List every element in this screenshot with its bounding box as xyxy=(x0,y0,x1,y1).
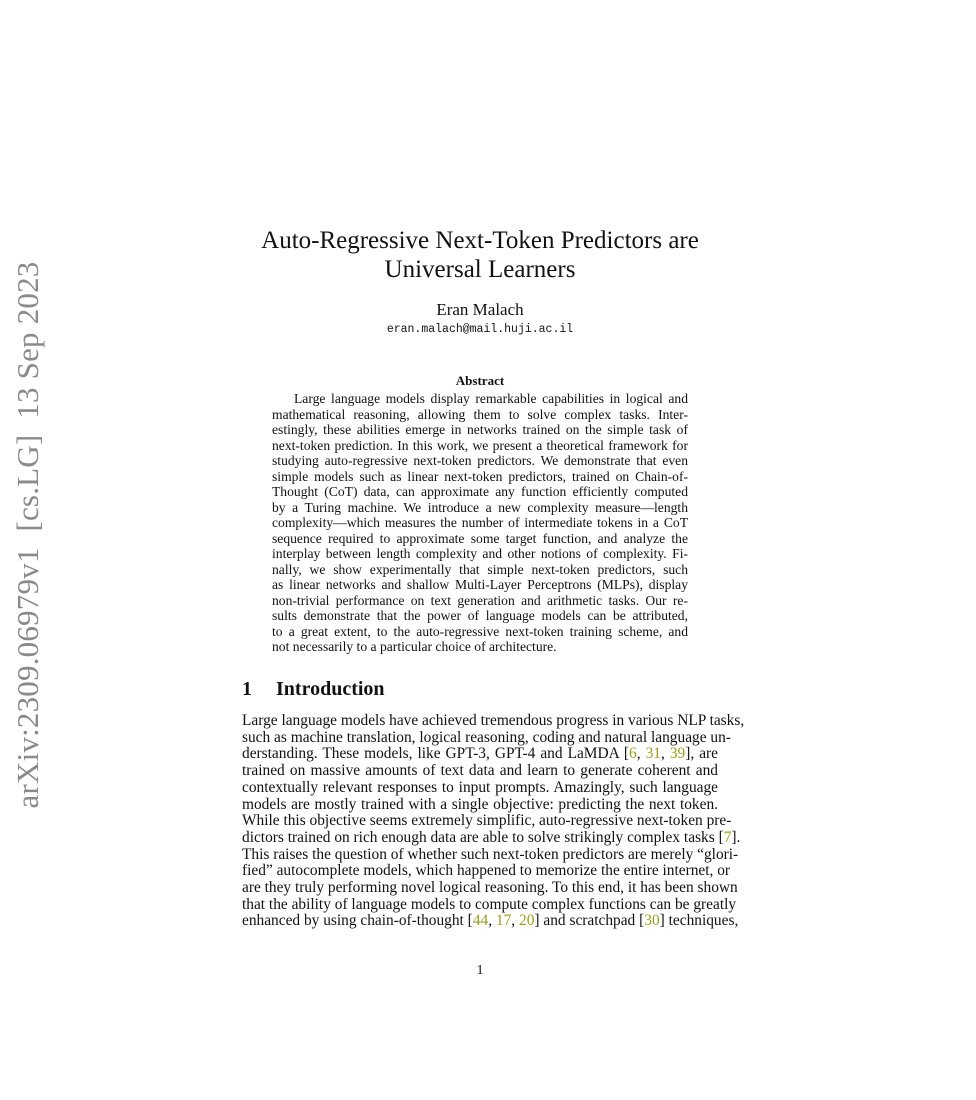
text-line: nally, we show experimentally that simple next-token predictors, such xyxy=(272,561,688,577)
section-number: 1 xyxy=(242,678,252,700)
abstract-body xyxy=(272,391,688,655)
text-line: sequence required to approximate some target function, and analyze the xyxy=(272,530,688,546)
citation-link[interactable]: 44 xyxy=(472,912,489,930)
title-line: Universal Learners xyxy=(384,256,576,283)
text-line: derstanding. These models, like GPT-3, GPT-4 and LaMDA [6, 31, 39], are xyxy=(242,745,718,763)
citation-link[interactable]: 17 xyxy=(495,912,512,930)
text-line: are they truly performing novel logical reasoning. To this end, it has been shown xyxy=(242,879,738,897)
text-line: complexity—which measures the number of intermediate tokens in a CoT xyxy=(272,515,688,530)
author-name: Eran Malach xyxy=(436,300,524,319)
text-line: that the ability of language models to compute complex functions can be greatly xyxy=(242,895,737,913)
author-email: eran.malach@mail.huji.ac.il xyxy=(386,323,574,336)
text-line: by a Turing machine. We introduce a new complexity measure—length xyxy=(272,499,688,515)
text-line: not necessarily to a particular choice of architecture. xyxy=(272,639,557,654)
text-line: mathematical reasoning, allowing them to solve complex tasks. Inter- xyxy=(272,406,688,422)
page-number: 1 xyxy=(476,963,484,978)
citation-link[interactable]: 6 xyxy=(629,745,637,763)
text-line: trained on massive amounts of text data and learn to generate coherent and xyxy=(242,762,718,780)
text-line: Thought (CoT) data, can approximate any function efficiently computed xyxy=(272,484,688,499)
text-line: fied” autocomplete models, which happened to memorize the entire internet, or xyxy=(242,862,731,880)
citation-link[interactable]: 30 xyxy=(644,912,660,930)
citation-link[interactable]: 39 xyxy=(669,745,686,763)
arxiv-identifier: arXiv:2309.06979v1 [cs.LG] 13 Sep 2023 xyxy=(10,261,45,809)
text-line: Large language models display remarkable capabilities in logical and xyxy=(294,391,688,406)
text-line: as linear networks and shallow Multi-Layer Perceptrons (MLPs), display xyxy=(272,577,688,592)
paper-title xyxy=(0,226,960,284)
introduction-body xyxy=(242,712,745,930)
section-heading xyxy=(242,678,385,701)
text-line: simple models such as linear next-token predictors, trained on Chain-of- xyxy=(272,468,688,484)
text-line: While this objective seems extremely simplific, auto-regressive next-token pre- xyxy=(242,812,732,830)
abstract-heading: Abstract xyxy=(455,373,505,388)
citation-link[interactable]: 7 xyxy=(723,828,732,846)
text-line: models are mostly trained with a single objective: predicting the next token. xyxy=(242,795,718,813)
text-line: dictors trained on rich enough data are able to solve strikingly complex tasks [7]. xyxy=(242,828,741,846)
text-line: estingly, these abilities emerge in networks trained on the simple task of xyxy=(272,422,688,437)
text-line: sults demonstrate that the power of language models can be attributed, xyxy=(272,608,688,623)
text-line: This raises the question of whether such next-token predictors are merely “glori- xyxy=(242,845,739,863)
text-line: Large language models have achieved tremendous progress in various NLP tasks, xyxy=(242,712,745,729)
text-line: enhanced by using chain-of-thought [44, 17, 20] and scratchpad [30] techniques, xyxy=(242,912,739,930)
citation-link[interactable]: 20 xyxy=(519,912,535,930)
section-title: Introduction xyxy=(276,678,385,700)
text-line: studying auto-regressive next-token predictors. We demonstrate that even xyxy=(272,453,688,468)
text-line: interplay between length complexity and other notions of complexity. Fi- xyxy=(272,546,688,561)
text-line: non-trivial performance on text generation and arithmetic tasks. Our re- xyxy=(272,592,688,608)
title-line: Auto-Regressive Next-Token Predictors are xyxy=(261,227,699,254)
text-line: such as machine translation, logical reasoning, coding and natural language un- xyxy=(242,728,731,746)
text-line: to a great extent, to the auto-regressive next-token training scheme, and xyxy=(272,623,688,639)
text-line: next-token prediction. In this work, we present a theoretical framework for xyxy=(272,437,688,453)
text-line: contextually relevant responses to input prompts. Amazingly, such language xyxy=(242,778,718,796)
citation-link[interactable]: 31 xyxy=(645,745,661,763)
